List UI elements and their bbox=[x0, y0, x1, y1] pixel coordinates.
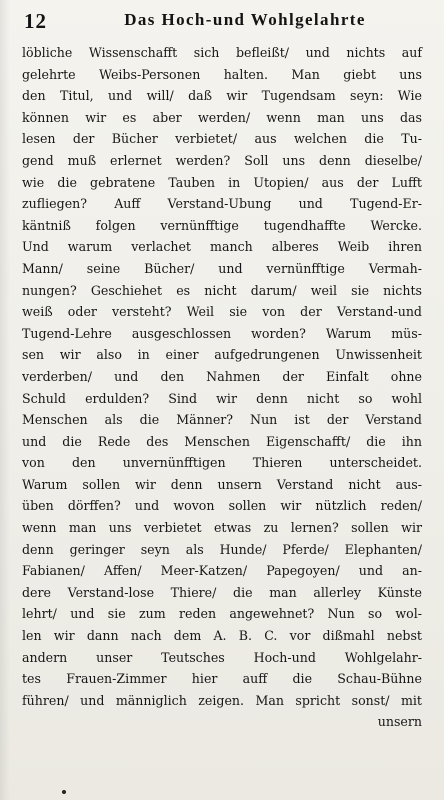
text-line: lehrt/ und sie zum reden angewehnet? Nun so wol- bbox=[22, 606, 422, 622]
catchword: unsern bbox=[377, 714, 422, 730]
text-line: Mann/ seine Bücher/ und vernünfftige Vermah- bbox=[22, 260, 422, 276]
text-line: wenn man uns verbietet etwas zu lernen? sollen wir bbox=[22, 520, 422, 536]
text-line: können wir es aber werden/ wenn man uns das bbox=[22, 109, 422, 125]
text-line: sen wir also in einer aufgedrungenen Unwissenheit bbox=[22, 347, 422, 363]
text-line: dere Verstand-lose Thiere/ die man allerley Künste bbox=[22, 584, 422, 600]
text-line: Schuld erdulden? Sind wir denn nicht so wohl bbox=[22, 390, 422, 406]
text-line: denn geringer seyn als Hunde/ Pferde/ Elephanten/ bbox=[22, 541, 422, 557]
text-line: lesen der Bücher verbietet/ aus welchen die Tu- bbox=[22, 131, 422, 147]
text-line: Menschen als die Männer? Nun ist der Verstand bbox=[22, 412, 422, 428]
text-line: verderben/ und den Nahmen der Einfalt ohne bbox=[22, 368, 422, 384]
text-line: weiß oder versteht? Weil sie von der Verstand-und bbox=[22, 304, 422, 320]
print-speck bbox=[62, 790, 66, 794]
text-line: zufliegen? Auff Verstand-Ubung und Tugend-Er- bbox=[22, 196, 422, 212]
text-line: andern unser Teutsches Hoch-und Wohlgelahr- bbox=[22, 649, 422, 665]
text-line: gend muß erlernet werden? Soll uns denn dieselbe/ bbox=[22, 152, 422, 168]
page-header bbox=[24, 8, 418, 38]
text-line: Fabianen/ Affen/ Meer-Katzen/ Papegoyen/ und an- bbox=[22, 563, 422, 579]
text-line: Und warum verlachet manch alberes Weib ihren bbox=[22, 239, 422, 255]
text-line: tes Frauen-Zimmer hier auff die Schau-Bühne bbox=[22, 671, 422, 687]
body-text bbox=[22, 42, 422, 733]
text-line: nungen? Geschiehet es nicht darum/ weil sie nichts bbox=[22, 282, 422, 298]
text-line: Warum sollen wir denn unsern Verstand nicht aus- bbox=[22, 476, 422, 492]
text-line: und die Rede des Menschen Eigenschafft/ die ihn bbox=[22, 433, 422, 449]
page-number: 12 bbox=[24, 9, 47, 33]
text-line: käntniß folgen vernünfftige tugendhaffte Wercke. bbox=[22, 217, 422, 233]
text-line: üben dörffen? und wovon sollen wir nützlich reden/ bbox=[22, 498, 422, 514]
text-line: von den unvernünfftigen Thieren unterscheidet. bbox=[22, 455, 422, 471]
text-line: führen/ und männiglich zeigen. Man spricht sonst/ mit bbox=[22, 692, 422, 708]
text-line: Tugend-Lehre ausgeschlossen worden? Warum müs- bbox=[22, 325, 422, 341]
text-line: gelehrte Weibs-Personen halten. Man giebt uns bbox=[22, 66, 422, 82]
running-head: Das Hoch-und Wohlgelahrte bbox=[124, 10, 366, 29]
text-line: wie die gebratene Tauben in Utopien/ aus der Lufft bbox=[22, 174, 422, 190]
text-line: len wir dann nach dem A. B. C. vor dißmahl nebst bbox=[22, 628, 422, 644]
text-line: den Titul, und will/ daß wir Tugendsam seyn: Wie bbox=[22, 88, 422, 104]
text-line: löbliche Wissenschafft sich befleißt/ und nichts auf bbox=[22, 45, 422, 60]
